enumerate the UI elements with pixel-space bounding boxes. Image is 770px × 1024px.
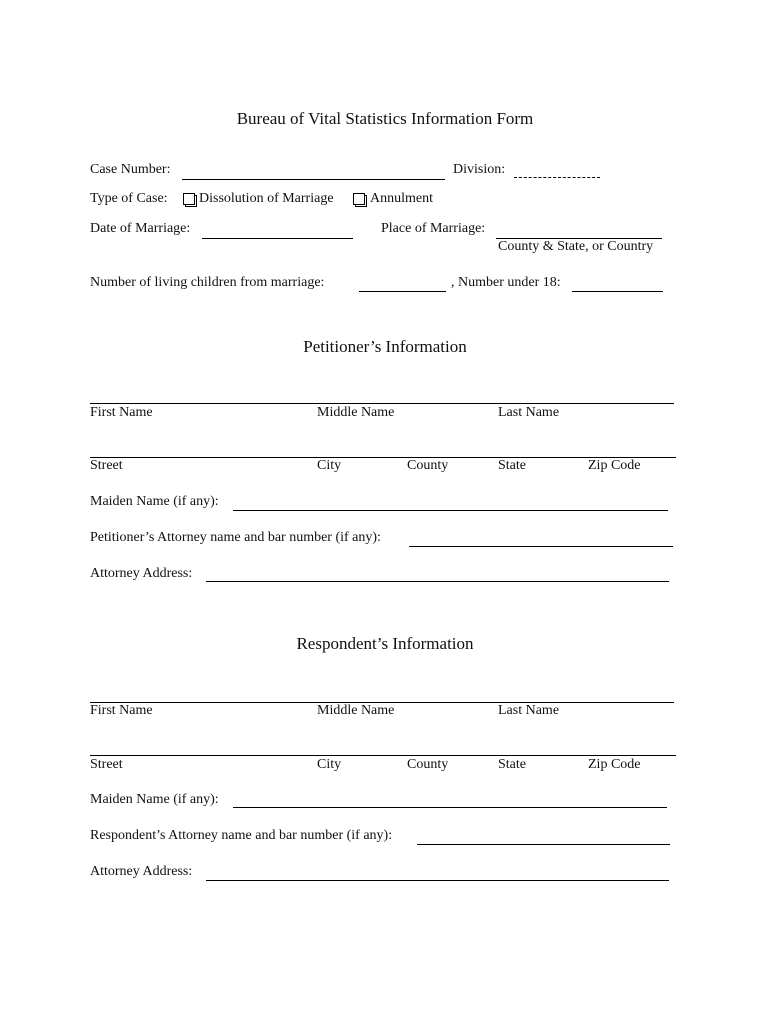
petitioner-state-label: State	[498, 458, 526, 473]
petitioner-zip-label: Zip Code	[588, 458, 641, 473]
annulment-checkbox[interactable]	[353, 193, 365, 205]
petitioner-street-label: Street	[90, 458, 123, 473]
form-title: Bureau of Vital Statistics Information Form	[236, 109, 534, 128]
respondent-attorney-address-label: Attorney Address:	[90, 864, 193, 879]
annulment-label: Annulment	[370, 191, 433, 206]
petitioner-last-name-label: Last Name	[498, 405, 560, 420]
respondent-maiden-field[interactable]	[233, 807, 667, 808]
type-of-case-label: Type of Case:	[90, 191, 168, 206]
respondent-middle-name-label: Middle Name	[317, 703, 395, 718]
under-18-field[interactable]	[572, 291, 663, 292]
respondent-maiden-label: Maiden Name (if any):	[90, 792, 219, 807]
case-number-field[interactable]	[182, 179, 445, 180]
petitioner-city-label: City	[317, 458, 342, 473]
respondent-address-field[interactable]	[90, 755, 676, 756]
living-children-label: Number of living children from marriage:	[90, 275, 325, 290]
respondent-street-label: Street	[90, 757, 123, 772]
place-of-marriage-label: Place of Marriage:	[381, 221, 486, 236]
under-18-label: , Number under 18:	[451, 275, 561, 290]
respondent-attorney-address-field[interactable]	[206, 880, 669, 881]
division-field[interactable]	[514, 177, 600, 178]
respondent-first-name-label: First Name	[90, 703, 153, 718]
respondent-last-name-label: Last Name	[498, 703, 560, 718]
petitioner-county-label: County	[407, 458, 449, 473]
dissolution-checkbox[interactable]	[183, 193, 195, 205]
respondent-county-label: County	[407, 757, 449, 772]
division-label: Division:	[453, 162, 506, 177]
living-children-field[interactable]	[359, 291, 446, 292]
petitioner-heading: Petitioner’s Information	[303, 337, 467, 356]
date-of-marriage-field[interactable]	[202, 238, 353, 239]
petitioner-middle-name-label: Middle Name	[317, 405, 395, 420]
case-number-label: Case Number:	[90, 162, 171, 177]
petitioner-attorney-address-field[interactable]	[206, 581, 669, 582]
respondent-attorney-field[interactable]	[417, 844, 670, 845]
respondent-city-label: City	[317, 757, 342, 772]
date-of-marriage-label: Date of Marriage:	[90, 221, 191, 236]
petitioner-attorney-label: Petitioner’s Attorney name and bar number (if any):	[90, 530, 381, 545]
respondent-attorney-label: Respondent’s Attorney name and bar number (if any):	[90, 828, 393, 843]
respondent-zip-label: Zip Code	[588, 757, 641, 772]
petitioner-maiden-field[interactable]	[233, 510, 668, 511]
petitioner-first-name-label: First Name	[90, 405, 153, 420]
dissolution-label: Dissolution of Marriage	[199, 191, 334, 206]
petitioner-maiden-label: Maiden Name (if any):	[90, 494, 219, 509]
place-of-marriage-hint: County & State, or Country	[498, 239, 654, 254]
petitioner-attorney-address-label: Attorney Address:	[90, 566, 193, 581]
petitioner-name-field[interactable]	[90, 403, 674, 404]
respondent-heading: Respondent’s Information	[296, 634, 474, 653]
petitioner-attorney-field[interactable]	[409, 546, 673, 547]
respondent-state-label: State	[498, 757, 526, 772]
